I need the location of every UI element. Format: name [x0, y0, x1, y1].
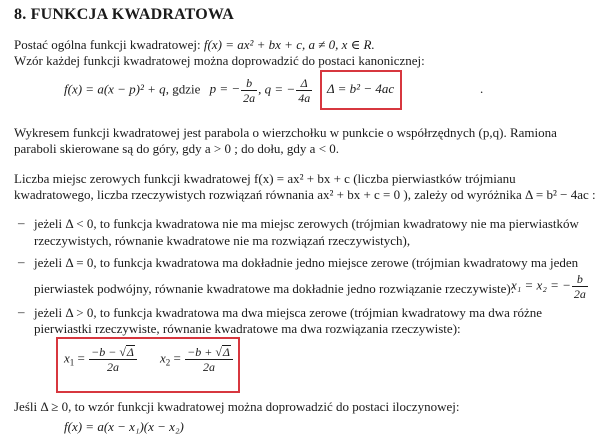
x1-label: x [64, 350, 70, 366]
q-numerator: Δ [296, 76, 312, 91]
case2-dash: – [18, 254, 25, 269]
case2-line2: pierwiastek podwójny, równanie kwadratowe ma dokładnie jedno rozwiązanie rzeczywiste): [34, 281, 515, 296]
double-root-numerator: b [572, 272, 588, 287]
vertex-text-line2: paraboli skierowane są do góry, gdy a > 0 ; do dołu, gdy a < 0. [14, 141, 340, 156]
p-fraction [241, 76, 257, 105]
q-label: , q = − [258, 81, 296, 97]
general-form-line [14, 36, 375, 53]
double-root-fraction [572, 272, 588, 301]
x2-sqrt-content: Δ [222, 345, 230, 359]
sqrt-symbol-2: √ [215, 345, 222, 359]
root-x1 [64, 345, 138, 374]
x2-denominator: 2a [203, 360, 216, 374]
case1-line2: rzeczywistych, równanie kwadratowe nie ma rozwiązań rzeczywistych), [34, 233, 411, 248]
q-fraction [296, 76, 312, 105]
vertex-text-line1: Wykresem funkcji kwadratowej jest parabola o wierzchołku w punkcie o współrzędnych (p,q). Ramiona [14, 125, 557, 140]
canonical-formula: f(x) = a(x − p)² + q [64, 81, 166, 97]
general-form-text: Postać ogólna funkcji kwadratowej: [14, 37, 201, 52]
case3-line2: pierwiastki rzeczywiste, równanie kwadratowe ma dwa rozwiązania rzeczywiste): [34, 321, 461, 336]
case1-dash: – [18, 215, 25, 230]
x2-eq: = [173, 350, 181, 366]
canonical-intro-text: Wzór każdej funkcji kwadratowej można doprowadzić do postaci kanonicznej: [14, 53, 425, 68]
p-label: p = − [209, 81, 241, 97]
q-denominator: 4a [298, 91, 311, 105]
p-numerator: b [241, 76, 257, 91]
x1-subscript: 1 [69, 357, 75, 368]
case2-double-root [511, 272, 589, 301]
x2-subscript: 2 [165, 357, 171, 368]
x2-fraction [185, 345, 233, 374]
case3-line1: jeżeli Δ > 0, to funkcja kwadratowa ma dwa miejsca zerowe (trójmian kwadratowy ma dwa różne [34, 305, 543, 320]
x1-eq: = [77, 350, 85, 366]
general-form-formula: f(x) = ax² + bx + c, a ≠ 0, x ∈ R. [203, 37, 375, 52]
delta-formula: Δ = b² − 4ac [327, 81, 395, 96]
gdzie-text: , gdzie [165, 81, 201, 97]
root-x2 [160, 345, 234, 374]
x1-denominator: 2a [107, 360, 120, 374]
factored-intro: Jeśli Δ ≥ 0, to wzór funkcji kwadratowej można doprowadzić do postaci iloczynowej: [14, 399, 460, 414]
trailing-dot: . [480, 81, 484, 96]
p-denominator: 2a [243, 91, 256, 105]
x2-label: x [160, 350, 166, 366]
zeros-text-line1: Liczba miejsc zerowych funkcji kwadratowej f(x) = ax² + bx + c (liczba pierwiastków trójmianu [14, 171, 516, 186]
double-root-label: x₁ = x₂ = − [511, 277, 571, 293]
case3-dash: – [18, 304, 25, 319]
zeros-text-line2: kwadratowego, liczba rzeczywistych rozwiązań równania ax² + bx + c = 0 ), zależy od wyróżnika Δ = b² − 4ac : [14, 187, 596, 202]
sqrt-symbol-1: √ [119, 345, 126, 359]
case2-line1: jeżeli Δ = 0, to funkcja kwadratowa ma dokładnie jedno miejsce zerowe (trójmian kwadratowy ma jeden [34, 255, 579, 270]
case1-line1: jeżeli Δ < 0, to funkcja kwadratowa nie ma miejsc zerowych (trójmian kwadratowy nie ma pierwiastków [34, 216, 579, 231]
x1-numerator: −b − [91, 345, 120, 359]
factored-formula: f(x) = a(x − x₁)(x − x₂) [64, 419, 184, 434]
x2-numerator: −b + [187, 345, 216, 359]
x1-fraction [89, 345, 137, 374]
x1-sqrt-content: Δ [126, 345, 134, 359]
page-title: 8. FUNKCJA KWADRATOWA [14, 6, 235, 23]
canonical-form-line [64, 76, 313, 105]
double-root-denominator: 2a [573, 287, 586, 301]
